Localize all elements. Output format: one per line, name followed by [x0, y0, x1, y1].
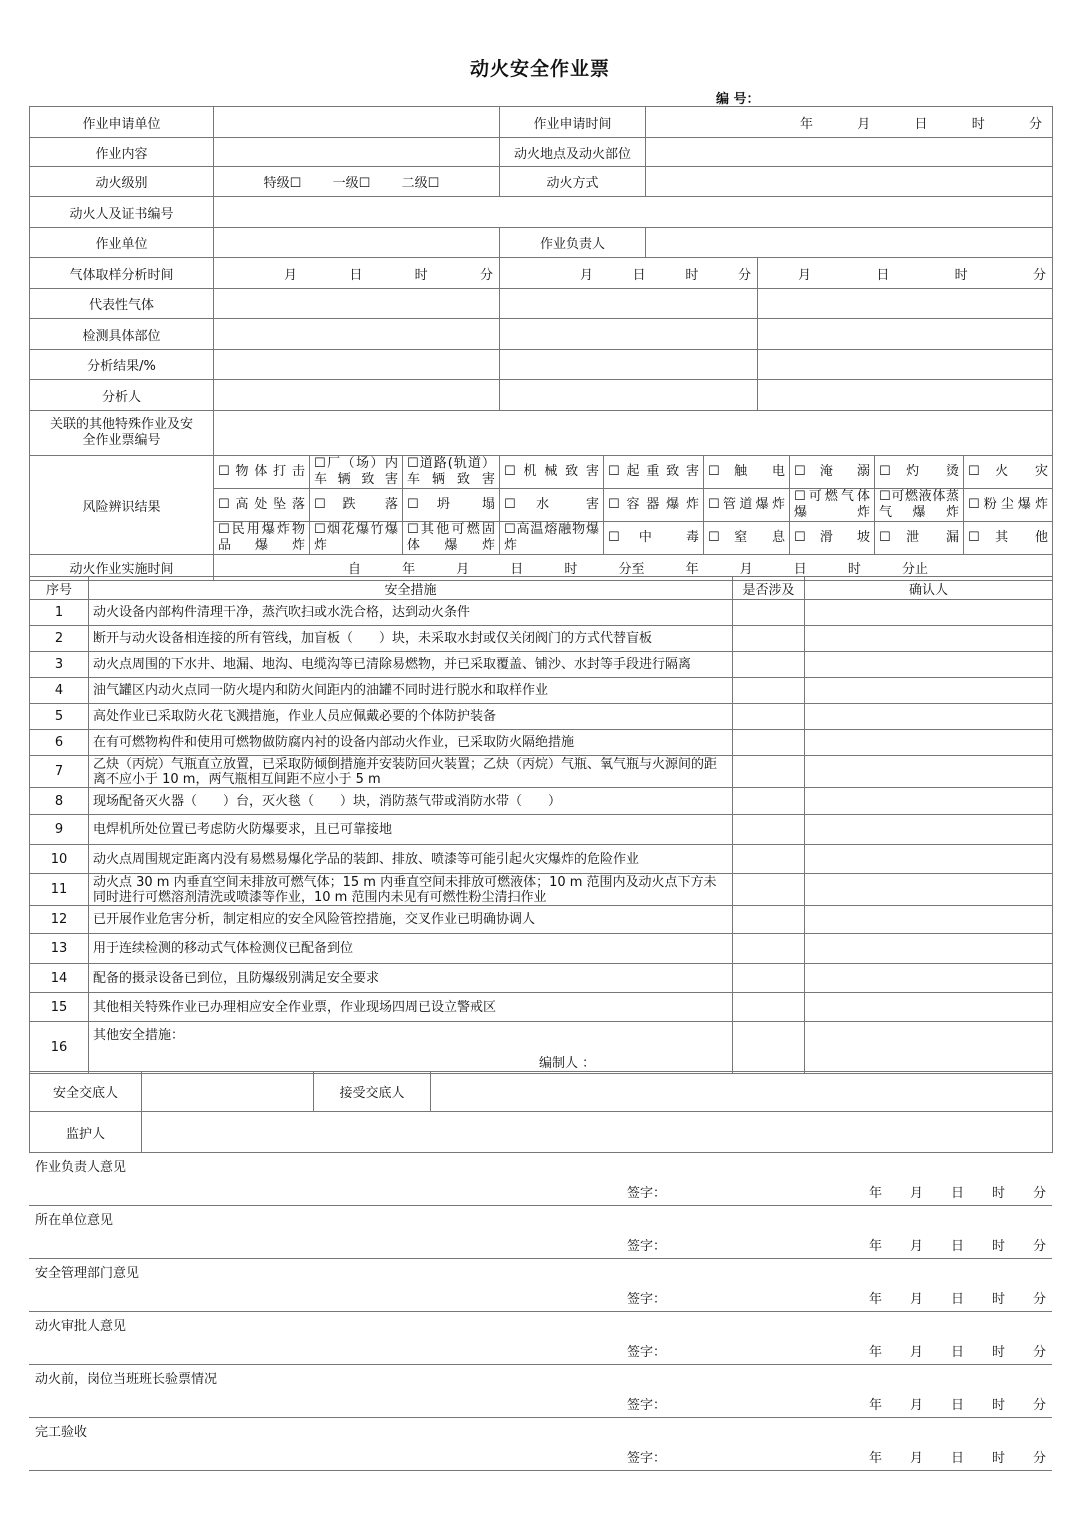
opinion-label: 动火审批人意见: [35, 1319, 127, 1334]
risk-option[interactable]: ☐ 跌 落: [310, 489, 403, 522]
year-label: 年: [402, 562, 416, 577]
guardian-label: 监护人: [30, 1112, 142, 1153]
hour-label: 时: [847, 562, 861, 577]
measure-row: [30, 934, 1053, 964]
hour-label: 时: [414, 267, 428, 283]
gas-label: 代表性气体: [30, 289, 214, 319]
opinion-cell[interactable]: [29, 1312, 1052, 1365]
confirm-cell[interactable]: [805, 906, 1053, 934]
measure-text: 断开与动火设备相连接的所有管线，加盲板（ ）块，未采取水封或仅关闭阀门的方式代替盲板: [89, 626, 733, 652]
involved-cell[interactable]: [733, 964, 805, 993]
risk-option[interactable]: ☐其他可燃固体爆炸: [403, 522, 500, 555]
measure-row: [30, 815, 1053, 845]
month-label: 月: [739, 562, 753, 577]
measure-row: [30, 704, 1053, 730]
measure-row: [30, 626, 1053, 652]
opinion-label: 完工验收: [35, 1425, 88, 1440]
confirm-cell[interactable]: [805, 993, 1053, 1022]
handover-field[interactable]: [142, 1072, 314, 1112]
risk-option[interactable]: ☐民用爆炸物品爆炸: [214, 522, 310, 555]
apply-time-label: 作业申请时间: [500, 107, 646, 138]
method-field[interactable]: [646, 167, 1053, 197]
year-label: 年: [869, 1345, 883, 1360]
analyst-field-1[interactable]: [214, 380, 500, 411]
opinion-cell[interactable]: [29, 1259, 1052, 1312]
sign-label: 签字：: [627, 1186, 667, 1201]
measure-row: [30, 874, 1053, 906]
work-unit-field[interactable]: [214, 228, 500, 258]
month-label: 月: [857, 116, 871, 132]
measure-no: 9: [30, 815, 89, 845]
day-label: 日: [950, 1345, 964, 1360]
risk-option[interactable]: ☐管道爆炸: [704, 489, 790, 522]
measure-text: 油气罐区内动火点同一防火堤内和防火间距内的油罐不同时进行脱水和取样作业: [89, 678, 733, 704]
measure-text: 用于连续检测的移动式气体检测仪已配备到位: [89, 934, 733, 964]
year-label: 年: [685, 562, 699, 577]
work-leader-label: 作业负责人: [500, 228, 646, 258]
year-label: 年: [869, 1451, 883, 1466]
result-field-2[interactable]: [500, 350, 758, 380]
day-label: 日: [950, 1292, 964, 1307]
level-special-checkbox[interactable]: 特级☐: [263, 176, 302, 191]
day-label: 日: [950, 1186, 964, 1201]
risk-option[interactable]: ☐可燃液体蒸气爆炸: [875, 489, 964, 522]
measure-no: 4: [30, 678, 89, 704]
compiler-label: 编制人 ：: [539, 1056, 596, 1071]
hour-label: 时: [991, 1292, 1005, 1307]
opinion-cell[interactable]: [29, 1206, 1052, 1259]
result-field-1[interactable]: [214, 350, 500, 380]
measure-no: 8: [30, 788, 89, 815]
gas-time-field-2[interactable]: [500, 258, 758, 289]
involved-cell[interactable]: [733, 626, 805, 652]
involved-cell[interactable]: [733, 652, 805, 678]
involved-cell[interactable]: [733, 788, 805, 815]
minute-label: 分: [1029, 116, 1043, 132]
involved-cell[interactable]: [733, 815, 805, 845]
work-unit-label: 作业单位: [30, 228, 214, 258]
gas-field-1[interactable]: [214, 289, 500, 319]
related-label: 关联的其他特殊作业及安全作业票编号: [30, 411, 214, 456]
involved-cell[interactable]: [733, 730, 805, 756]
hour-label: 时: [991, 1345, 1005, 1360]
minute-label: 分: [1032, 1345, 1046, 1360]
minute-label: 分: [1032, 1292, 1046, 1307]
measure-no: 15: [30, 993, 89, 1022]
confirm-cell[interactable]: [805, 874, 1053, 906]
level-label: 动火级别: [30, 167, 214, 197]
location-field[interactable]: [646, 138, 1053, 167]
opinion-label: 安全管理部门意见: [35, 1266, 140, 1281]
measure-text: 高处作业已采取防火花飞溅措施，作业人员应佩戴必要的个体防护装备: [89, 704, 733, 730]
gas-time-label: 气体取样分析时间: [30, 258, 214, 289]
confirm-cell[interactable]: [805, 845, 1053, 874]
measure-text: 动火点周围的下水井、地漏、地沟、电缆沟等已清除易燃物，并已采取覆盖、铺沙、水封等手段进行隔离: [89, 652, 733, 678]
year-label: 年: [869, 1292, 883, 1307]
risk-option[interactable]: ☐ 滑 坡: [790, 522, 875, 555]
involved-cell[interactable]: [733, 934, 805, 964]
measure-row: [30, 600, 1053, 626]
opinion-label: 作业负责人意见: [35, 1160, 127, 1175]
year-label: 年: [869, 1239, 883, 1254]
sign-label: 签字：: [627, 1292, 667, 1307]
hour-label: 时: [991, 1398, 1005, 1413]
measure-row: [30, 678, 1053, 704]
hour-label: 时: [971, 116, 985, 132]
confirm-cell[interactable]: [805, 704, 1053, 730]
level-options[interactable]: [214, 167, 500, 197]
result-label: 分析结果/%: [30, 350, 214, 380]
risk-option[interactable]: ☐ 泄 漏: [875, 522, 964, 555]
measure-no: 1: [30, 600, 89, 626]
related-field[interactable]: [214, 411, 1053, 456]
measure-row: [30, 756, 1053, 788]
confirm-cell[interactable]: [805, 815, 1053, 845]
confirm-cell[interactable]: [805, 600, 1053, 626]
opinion-cell[interactable]: [29, 1365, 1052, 1418]
month-label: 月: [456, 562, 470, 577]
measure-text: 乙炔（丙烷）气瓶直立放置，已采取防倾倒措施并安装防回火装置；乙炔（丙烷）气瓶、氧气瓶与火源间的距离不应小于 10 m，两气瓶相互间距不应小于 5 m: [89, 756, 733, 788]
measure-row: [30, 730, 1053, 756]
risk-option[interactable]: ☐ 窒 息: [704, 522, 790, 555]
involved-cell[interactable]: [733, 678, 805, 704]
gas-field-3[interactable]: [758, 289, 1053, 319]
hour-label: 时: [685, 267, 699, 283]
hour-label: 时: [991, 1451, 1005, 1466]
form-title: 动火安全作业票: [469, 58, 610, 80]
year-label: 年: [869, 1398, 883, 1413]
hour-label: 时: [991, 1239, 1005, 1254]
measure-text: 动火设备内部构件清理干净，蒸汽吹扫或水洗合格，达到动火条件: [89, 600, 733, 626]
measure-no: 10: [30, 845, 89, 874]
sign-label: 签字：: [627, 1451, 667, 1466]
month-label: 月: [798, 267, 812, 283]
applicant-unit-label: 作业申请单位: [30, 107, 214, 138]
measure-text: 配备的摄录设备已到位，且防爆级别满足安全要求: [89, 964, 733, 993]
risk-option[interactable]: ☐机械致害: [500, 456, 604, 489]
part-label: 检测具体部位: [30, 319, 214, 350]
sign-label: 签字：: [627, 1345, 667, 1360]
minute-label: 分: [1032, 1398, 1046, 1413]
month-label: 月: [580, 267, 594, 283]
measure-text: 其他相关特殊作业已办理相应安全作业票，作业现场四周已设立警戒区: [89, 993, 733, 1022]
receiver-field[interactable]: [431, 1072, 1053, 1112]
month-label: 月: [284, 267, 298, 283]
day-label: 日: [793, 562, 807, 577]
part-field-1[interactable]: [214, 319, 500, 350]
opinion-row: [29, 1153, 1052, 1206]
minute-label: 分: [1032, 1186, 1046, 1201]
guardian-field[interactable]: [142, 1112, 1053, 1153]
minute-label: 分: [1032, 267, 1046, 283]
measure-no: 2: [30, 626, 89, 652]
applicant-unit-field[interactable]: [214, 107, 500, 138]
measure-row: [30, 964, 1053, 993]
measure-no: 11: [30, 874, 89, 906]
measure-row: [30, 993, 1053, 1022]
measure-text: 动火点周围规定距离内没有易燃易爆化学品的装卸、排放、喷漆等可能引起火灾爆炸的危险作业: [89, 845, 733, 874]
apply-time-field[interactable]: [646, 107, 1053, 138]
risk-option[interactable]: ☐ 火 灾: [964, 456, 1053, 489]
risk-option[interactable]: ☐烟花爆竹爆炸: [310, 522, 403, 555]
day-label: 日: [349, 267, 363, 283]
opinion-row: [29, 1365, 1052, 1418]
measures-header-involved: 是否涉及: [733, 577, 805, 600]
month-label: 月: [909, 1239, 923, 1254]
confirm-cell[interactable]: [805, 730, 1053, 756]
year-label: 年: [800, 116, 814, 132]
risk-option[interactable]: ☐道路(轨道）车辆致害: [403, 456, 500, 489]
location-label: 动火地点及动火部位: [500, 138, 646, 167]
involved-cell[interactable]: [733, 756, 805, 788]
risk-option[interactable]: ☐高处坠落: [214, 489, 310, 522]
confirm-cell[interactable]: [805, 964, 1053, 993]
hour-label: 时: [954, 267, 968, 283]
risk-option[interactable]: ☐容器爆炸: [604, 489, 704, 522]
result-field-3[interactable]: [758, 350, 1053, 380]
hour-label: 时: [991, 1186, 1005, 1201]
risk-option[interactable]: ☐起重致害: [604, 456, 704, 489]
gas-time-field-3[interactable]: [758, 258, 1053, 289]
measure-text: 已开展作业危害分析，制定相应的安全风险管控措施，交叉作业已明确协调人: [89, 906, 733, 934]
risk-option[interactable]: ☐可燃气体爆炸: [790, 489, 875, 522]
measures-header-measure: 安全措施: [89, 577, 733, 600]
sign-label: 签字：: [627, 1398, 667, 1413]
confirm-cell[interactable]: [805, 788, 1053, 815]
confirm-cell[interactable]: [805, 1022, 1053, 1074]
opinion-row: [29, 1259, 1052, 1312]
content-label: 作业内容: [30, 138, 214, 167]
measure-no: 6: [30, 730, 89, 756]
involved-cell[interactable]: [733, 906, 805, 934]
day-label: 日: [950, 1398, 964, 1413]
handover-label: 安全交底人: [30, 1072, 142, 1112]
risk-table: [29, 455, 1053, 581]
from-label: 自: [348, 562, 362, 577]
analyst-label: 分析人: [30, 380, 214, 411]
risk-option[interactable]: ☐ 灼 烫: [875, 456, 964, 489]
minute-label: 分: [737, 267, 751, 283]
measure-row: [30, 906, 1053, 934]
gas-time-field-1[interactable]: [214, 258, 500, 289]
risk-option[interactable]: ☐粉尘爆炸: [964, 489, 1053, 522]
risk-option[interactable]: ☐厂（场）内车辆致害: [310, 456, 403, 489]
analyst-field-2[interactable]: [500, 380, 758, 411]
person-label: 动火人及证书编号: [30, 197, 214, 228]
minute-label: 分: [479, 267, 493, 283]
analyst-field-3[interactable]: [758, 380, 1053, 411]
measure-text: 现场配备灭火器（ ）台，灭火毯（ ）块，消防蒸气带或消防水带（ ）: [89, 788, 733, 815]
month-label: 月: [909, 1345, 923, 1360]
involved-cell[interactable]: [733, 993, 805, 1022]
risk-option[interactable]: ☐ 其 他: [964, 522, 1053, 555]
opinion-label: 动火前，岗位当班班长验票情况: [35, 1372, 218, 1387]
measures-header-no: 序号: [30, 577, 89, 600]
work-leader-field[interactable]: [646, 228, 1053, 258]
measure-no: 12: [30, 906, 89, 934]
opinion-label: 所在单位意见: [35, 1213, 114, 1228]
risk-option[interactable]: ☐ 触 电: [704, 456, 790, 489]
day-label: 日: [950, 1451, 964, 1466]
measure-no: 13: [30, 934, 89, 964]
opinion-row: [29, 1418, 1052, 1471]
risk-option[interactable]: ☐ 中 毒: [604, 522, 704, 555]
month-label: 月: [909, 1451, 923, 1466]
minute-label: 分: [1032, 1451, 1046, 1466]
measure-row: [30, 652, 1053, 678]
risk-option[interactable]: ☐物体打击: [214, 456, 310, 489]
day-label: 日: [632, 267, 646, 283]
involved-cell[interactable]: [733, 845, 805, 874]
minute-label: 分: [1032, 1239, 1046, 1254]
opinion-row: [29, 1206, 1052, 1259]
level-two-checkbox[interactable]: 二级☐: [401, 176, 440, 191]
measure-no: 3: [30, 652, 89, 678]
other-measures-field[interactable]: [89, 1022, 733, 1074]
measure-no: 5: [30, 704, 89, 730]
part-field-2[interactable]: [500, 319, 758, 350]
measure-no: 7: [30, 756, 89, 788]
sign-label: 签字：: [627, 1239, 667, 1254]
involved-cell[interactable]: [733, 704, 805, 730]
day-label: 日: [876, 267, 890, 283]
month-label: 月: [909, 1398, 923, 1413]
day-label: 日: [510, 562, 524, 577]
opinion-row: [29, 1312, 1052, 1365]
involved-cell[interactable]: [733, 1022, 805, 1074]
confirm-cell[interactable]: [805, 652, 1053, 678]
minute-to-label: 分至: [618, 562, 645, 577]
confirm-cell[interactable]: [805, 934, 1053, 964]
risk-option[interactable]: ☐ 淹 溺: [790, 456, 875, 489]
measures-table: [29, 576, 1053, 1074]
measure-text: 在有可燃物构件和使用可燃物做防腐内衬的设备内部动火作业，已采取防火隔绝措施: [89, 730, 733, 756]
level-one-checkbox[interactable]: 一级☐: [332, 176, 371, 191]
part-field-3[interactable]: [758, 319, 1053, 350]
risk-option[interactable]: ☐ 坍 塌: [403, 489, 500, 522]
receiver-label: 接受交底人: [314, 1072, 431, 1112]
gas-field-2[interactable]: [500, 289, 758, 319]
hour-label: 时: [564, 562, 578, 577]
opinions-table: [29, 1152, 1052, 1471]
serial-number-label: 编 号：: [716, 92, 760, 107]
confirm-cell[interactable]: [805, 626, 1053, 652]
month-label: 月: [909, 1292, 923, 1307]
measure-row: [30, 788, 1053, 815]
measure-no: 14: [30, 964, 89, 993]
measures-header-confirm: 确认人: [805, 577, 1053, 600]
content-field[interactable]: [214, 138, 500, 167]
measure-text: 电焊机所处位置已考虑防火防爆要求，且已可靠接地: [89, 815, 733, 845]
year-label: 年: [869, 1186, 883, 1201]
confirm-cell[interactable]: [805, 756, 1053, 788]
involved-cell[interactable]: [733, 600, 805, 626]
month-label: 月: [909, 1186, 923, 1201]
day-label: 日: [914, 116, 928, 132]
confirm-cell[interactable]: [805, 678, 1053, 704]
person-field[interactable]: [214, 197, 1053, 228]
opinion-cell[interactable]: [29, 1418, 1052, 1471]
measure-text: 动火点 30 m 内垂直空间未排放可燃气体；15 m 内垂直空间未排放可燃液体；10 m 范围内及动火点下方未同时进行可燃溶剂清洗或喷漆等作业，10 m 范围内未见有可燃性粉尘清扫作业: [89, 874, 733, 906]
involved-cell[interactable]: [733, 874, 805, 906]
info-table: [29, 106, 1053, 456]
day-label: 日: [950, 1239, 964, 1254]
minute-end-label: 分止: [901, 562, 928, 577]
impl-time-label: 动火作业实施时间: [30, 555, 214, 581]
risk-option[interactable]: ☐ 水 害: [500, 489, 604, 522]
measure-row: [30, 845, 1053, 874]
risk-option[interactable]: ☐高温熔融物爆炸: [500, 522, 604, 555]
method-label: 动火方式: [500, 167, 646, 197]
other-measures-label: 其他安全措施：: [93, 1028, 185, 1043]
opinion-cell[interactable]: [29, 1153, 1052, 1206]
measure-no: 16: [30, 1022, 89, 1074]
handover-table: [29, 1071, 1053, 1153]
risk-label: 风险辨识结果: [30, 456, 214, 555]
